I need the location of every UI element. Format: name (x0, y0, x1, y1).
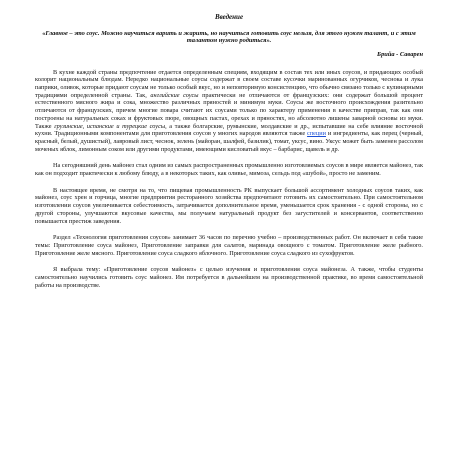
paragraph-1 (35, 69, 423, 154)
epigraph-author: Брийа - Саварен (377, 50, 423, 58)
paragraph-5: Я выбрала тему: «Приготовление соусов майонез» с целью изучения и приготовления соуса майонеза. А также, чтобы студенты самостоятельно научились готовить соус майонез. Им потребуется в дальнейшем на производственной практике, во время самостоятельной работы на производстве. (35, 266, 423, 289)
paragraph-2: На сегодняшний день майонез стал одним из самых распространенных промышленно изготовляемых соусов в мире является майонез, так как он подходит практически к любому блюду, а в некоторых таких, как оливье, мимоза, сельдь под «шубой», просто не заменим. (35, 162, 423, 178)
paragraph-1-text-c: практически не отличаются от французских: они содержат большой процент естественного мясного жира и сока, множество различных пряностей и минимум муки. Соусы же восточного происхождения разительно отличаются от французских, причем многие повара считают их соусами только по характеру применения в качестве приправ, так как они построены на натуральных соках и фруктовых пюре, овощных пастах, орехах и пряностях, но абсолютно лишены заварной основы из муки. Также (35, 91, 423, 130)
paragraph-4: Раздел «Технология приготовления соусов» занимает 36 часов по перечню учебно – производственных работ. Он включает в себя такие темы: Приготовление соуса майонез, Приготовление заправки для салатов, маринада овощного с томатом. Приготовление желе рыбного. Приготовление желе мясного. Приготовление соуса сладкого яблочного. Приготовление соуса сладкого из сухофруктов. (35, 234, 423, 257)
epigraph-quote: «Главное – это соус. Можно научиться варить и жарить, но научиться готовить соус нельзя, для этого нужен талант, и с этим талантом нужно родиться». (42, 29, 416, 45)
english-sauces-italic: английские соусы (150, 91, 199, 99)
section-heading: Введение (214, 13, 244, 21)
paragraph-1-text-e: , а также болгарские, румынские, молдавские и др., испытавшие на себе влияние восточной кухни. Традиционными компонентами для приготовления соусов у многих народов являются также (35, 122, 424, 138)
regional-sauces-italic: грузинские, испанские и турецкие соусы (54, 122, 166, 130)
paragraph-3: В настоящее время, не смотря на то, что пищевая промышленность РК выпускает большой ассортимент холодных соусов таких, как майонез, соус хрен и горчица, многие предприятия ресторанного хозяйства предпочитают готовить их самостоятельно. При самостоятельном изготовлении соусов увеличивается себестоимость, затрачивается дополнительное время, уменьшается срок хранения - с одной стороны, но с другой стороны, улучшаются вкусовые качества, мы получаем натуральный продукт без загустителей и консервантов, соответственно повышается престиж заведения. (35, 186, 423, 225)
spices-link[interactable]: специи (307, 130, 326, 138)
paragraph-1-text-a: В кухне каждой страны предпочтение отдается определенным специям, входящим в состав тех или иных соусов, и придающих особый колорит национальным блюдам. Нередко национальные соусы содержат в своем составе кусочки маринованных огурчиков, чеснока и лука паприки, оливок, которые придают соусам не только особый вкус, но и неповторимую консистенцию, что обычно связано только с кулинарными традициями определенной страны. Так, (35, 68, 423, 99)
paragraph-1-text-g: и ингредиенты, как перец (черный, красный, белый, душистый), лавровый лист, чеснок, зелень (майоран, шалфей, базилик), томат, уксус, вино. Уксус может быть заменен рассолом моченых яблок, лимонным соком или другими продуктами, имеющими кисловатый вкус – барбарис, щавель и др. (35, 130, 423, 153)
